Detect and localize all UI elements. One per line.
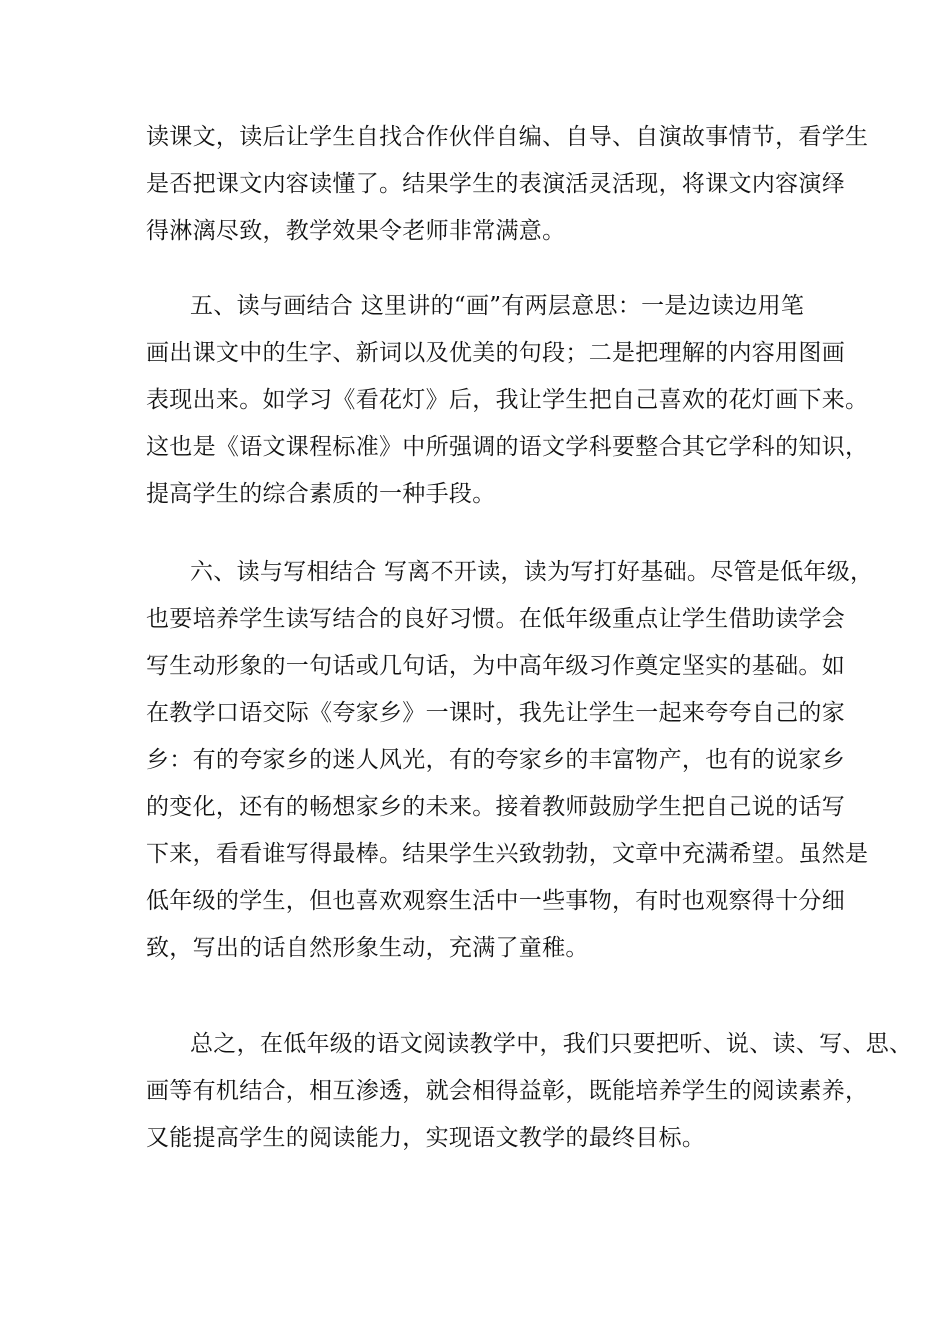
text-line: 致，写出的话自然形象生动，充满了童稚。 <box>146 935 589 961</box>
text-line: 乡：有的夸家乡的迷人风光，有的夸家乡的丰富物产，也有的说家乡 <box>146 747 845 773</box>
text-line: 这也是《语文课程标准》中所强调的语文学科要整合其它学科的知识， <box>146 434 869 460</box>
text-line: 总之，在低年级的语文阅读教学中，我们只要把听、说、读、写、思、 <box>190 1031 913 1057</box>
text-line: 五、读与画结合 这里讲的“画”有两层意思：一是边读边用笔 <box>190 293 805 319</box>
text-line: 的变化，还有的畅想家乡的未来。接着教师鼓励学生把自己说的话写 <box>146 794 845 820</box>
text-line: 下来，看看谁写得最棒。结果学生兴致勃勃，文章中充满希望。虽然是 <box>146 841 869 867</box>
text-line: 画等有机结合，相互渗透，就会相得益彰，既能培养学生的阅读素养， <box>146 1078 869 1104</box>
text-line: 画出课文中的生字、新词以及优美的句段；二是把理解的内容用图画 <box>146 340 845 366</box>
text-line: 表现出来。如学习《看花灯》后，我让学生把自己喜欢的花灯画下来。 <box>146 387 869 413</box>
text-line: 低年级的学生，但也喜欢观察生活中一些事物，有时也观察得十分细 <box>146 888 845 914</box>
text-line: 是否把课文内容读懂了。结果学生的表演活灵活现，将课文内容演绎 <box>146 171 845 197</box>
text-line: 在教学口语交际《夸家乡》一课时，我先让学生一起来夸夸自己的家 <box>146 700 845 726</box>
text-line: 又能提高学生的阅读能力，实现语文教学的最终目标。 <box>146 1125 706 1151</box>
text-line: 读课文，读后让学生自找合作伙伴自编、自导、自演故事情节，看学生 <box>146 124 869 150</box>
text-line: 提高学生的综合素质的一种手段。 <box>146 481 496 507</box>
text-line: 也要培养学生读写结合的良好习惯。在低年级重点让学生借助读学会 <box>146 606 845 632</box>
text-line: 六、读与写相结合 写离不开读，读为写打好基础。尽管是低年级， <box>190 559 874 585</box>
text-line: 得淋漓尽致，教学效果令老师非常满意。 <box>146 218 566 244</box>
text-line: 写生动形象的一句话或几句话，为中高年级习作奠定坚实的基础。如 <box>146 653 845 679</box>
